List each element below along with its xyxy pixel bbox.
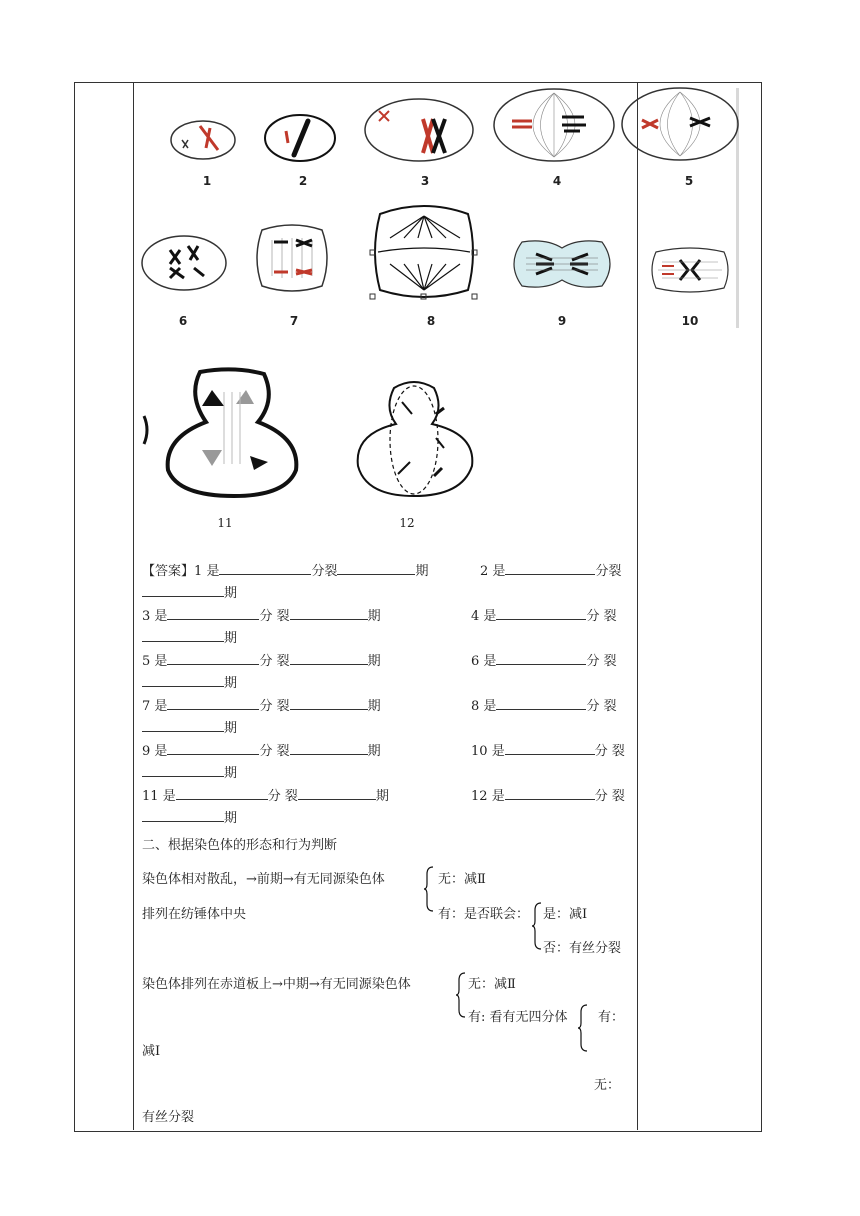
answer-row-wrap [142,582,237,601]
answer-blank-phase[interactable] [290,697,368,710]
answer-division-text: 分 裂 [259,699,290,714]
figure-4-cell [492,87,616,163]
figure-7-cell [252,222,332,294]
answer-is-text: 是 [491,744,505,759]
answer-is-text: 是 [206,564,220,579]
answer-blank-division-type[interactable] [496,697,586,710]
answer-blank-division-type[interactable] [505,787,595,800]
answer-row [142,785,389,804]
answer-phase-text: 期 [367,744,381,759]
answer-blank-division-type[interactable] [176,787,268,800]
answer-row-right [471,605,617,624]
figure-11-cell [140,366,310,498]
answer-blank-phase[interactable] [142,629,224,642]
figure-label-7: 7 [289,314,299,328]
answer-division-text: 分 裂 [586,654,617,669]
answer-blank-division-type[interactable] [505,742,595,755]
answer-phase-text: 期 [367,609,381,624]
answer-blank-phase[interactable] [290,742,368,755]
answer-is-text: 是 [483,699,497,714]
figure-1-cell [170,118,240,162]
answer-number: 5 [142,654,151,669]
answer-blank-phase[interactable] [298,787,376,800]
answer-blank-phase[interactable] [142,584,224,597]
answer-division-text: 分 裂 [594,789,625,804]
meiosis-1-label: 减Ⅰ [142,1044,161,1059]
answer-phase-text: 期 [224,721,238,736]
answer-row-right [480,560,621,579]
mitosis-label: 有丝分裂 [142,1110,195,1125]
brace-3 [456,972,466,1018]
answer-blank-division-type[interactable] [505,562,595,575]
answer-phase-text: 期 [415,564,429,579]
answer-blank-division-type[interactable] [167,697,259,710]
answer-blank-phase[interactable] [337,562,415,575]
answer-division-text: 分裂 [595,564,622,579]
answer-is-text: 是 [492,564,506,579]
tetrad-yes: 有： [598,1010,625,1025]
answer-is-text: 是 [154,609,168,624]
figure-9-cell [506,238,618,290]
answer-number: 1 [194,564,203,579]
answer-is-text: 是 [483,609,497,624]
answer-division-text: 分 裂 [594,744,625,759]
answer-phase-text: 期 [224,811,238,826]
answer-phase-text: 期 [224,586,238,601]
answer-is-text: 是 [154,654,168,669]
answer-blank-division-type[interactable] [167,607,259,620]
answer-blank-division-type[interactable] [496,652,586,665]
answer-phase-text: 期 [367,654,381,669]
answer-blank-division-type[interactable] [167,742,259,755]
brace-4 [578,1004,588,1052]
prophase-has-homolog: 有：是否联会： [438,907,530,922]
answer-division-text: 分 裂 [259,609,290,624]
metaphase-has-homolog: 有: 看有无四分体 [468,1010,568,1025]
figure-label-6: 6 [178,314,188,328]
answer-blank-phase[interactable] [290,652,368,665]
section-heading: 二、根据染色体的形态和行为判断 [142,838,338,853]
answer-blank-division-type[interactable] [167,652,259,665]
answer-row [142,605,381,624]
figure-label-11: 11 [217,516,233,530]
figure-3-cell [363,97,475,163]
answer-row-right [471,695,617,714]
answer-phase-text: 期 [224,631,238,646]
answer-number: 3 [142,609,151,624]
figure-label-2: 2 [298,174,308,188]
figure-label-4: 4 [552,174,562,188]
figure-2-cell [264,113,336,163]
answer-number: 4 [471,609,480,624]
answer-number: 8 [471,699,480,714]
answer-is-text: 是 [154,744,168,759]
answer-division-text: 分 裂 [259,654,290,669]
answer-number: 11 [142,789,159,804]
tetrad-no: 无： [594,1078,621,1093]
answer-blank-phase[interactable] [142,809,224,822]
answer-blank-phase[interactable] [142,674,224,687]
prophase-line: 染色体相对散乱，→前期→有无同源染色体 [142,872,385,887]
answer-phase-text: 期 [375,789,389,804]
answer-blank-phase[interactable] [290,607,368,620]
figure-label-1: 1 [202,174,212,188]
answer-row-wrap [142,627,237,646]
answer-row [142,560,428,579]
figure-label-5: 5 [684,174,694,188]
synapsis-yes: 是：减Ⅰ [543,907,588,922]
brace-2 [532,902,542,950]
prophase-no-homolog: 无：减Ⅱ [438,872,486,887]
figure-label-8: 8 [426,314,436,328]
prophase-line-2: 排列在纺锤体中央 [142,907,247,922]
answer-is-text: 是 [162,789,176,804]
metaphase-no-homolog: 无：减Ⅱ [468,977,516,992]
answer-number: 10 [471,744,488,759]
answer-is-text: 是 [154,699,168,714]
answer-division-text: 分 裂 [586,609,617,624]
column-divider-right [637,82,638,1130]
brace-1 [424,866,434,912]
answer-row-right [471,785,625,804]
column-divider-left [133,82,134,1130]
answer-blank-division-type[interactable] [496,607,586,620]
answer-row [142,740,381,759]
answer-division-text: 分 裂 [586,699,617,714]
answer-blank-division-type[interactable] [219,562,311,575]
answer-row-wrap [142,672,237,691]
answer-row-wrap [142,762,237,781]
answer-is-text: 是 [491,789,505,804]
answer-is-text: 是 [483,654,497,669]
answer-division-text: 分 裂 [267,789,298,804]
answer-row-right [471,650,617,669]
figure-8-cell [368,204,480,300]
answer-phase-text: 期 [367,699,381,714]
answer-division-text: 分 裂 [259,744,290,759]
answer-prefix: 【答案】 [142,564,195,579]
figure-label-9: 9 [557,314,567,328]
figure-10-cell [648,246,732,294]
answer-phase-text: 期 [224,766,238,781]
answer-division-text: 分裂 [311,564,338,579]
answer-number: 2 [480,564,489,579]
answer-number: 7 [142,699,151,714]
figure-5-cell [620,86,740,162]
figure-6-cell [140,234,228,292]
answer-number: 12 [471,789,488,804]
metaphase-line: 染色体排列在赤道板上→中期→有无同源染色体 [142,977,411,992]
figure-label-3: 3 [420,174,430,188]
answer-row-wrap [142,717,237,736]
answer-number: 9 [142,744,151,759]
answer-row [142,650,381,669]
synapsis-no: 否：有丝分裂 [543,941,622,956]
answer-blank-phase[interactable] [142,764,224,777]
answer-row [142,695,381,714]
answer-phase-text: 期 [224,676,238,691]
answer-number: 6 [471,654,480,669]
answer-row-wrap [142,807,237,826]
figure-label-10: 10 [681,314,699,328]
figure-12-cell [354,378,478,500]
answer-row-right [471,740,625,759]
figure-label-12: 12 [399,516,415,530]
answer-blank-phase[interactable] [142,719,224,732]
